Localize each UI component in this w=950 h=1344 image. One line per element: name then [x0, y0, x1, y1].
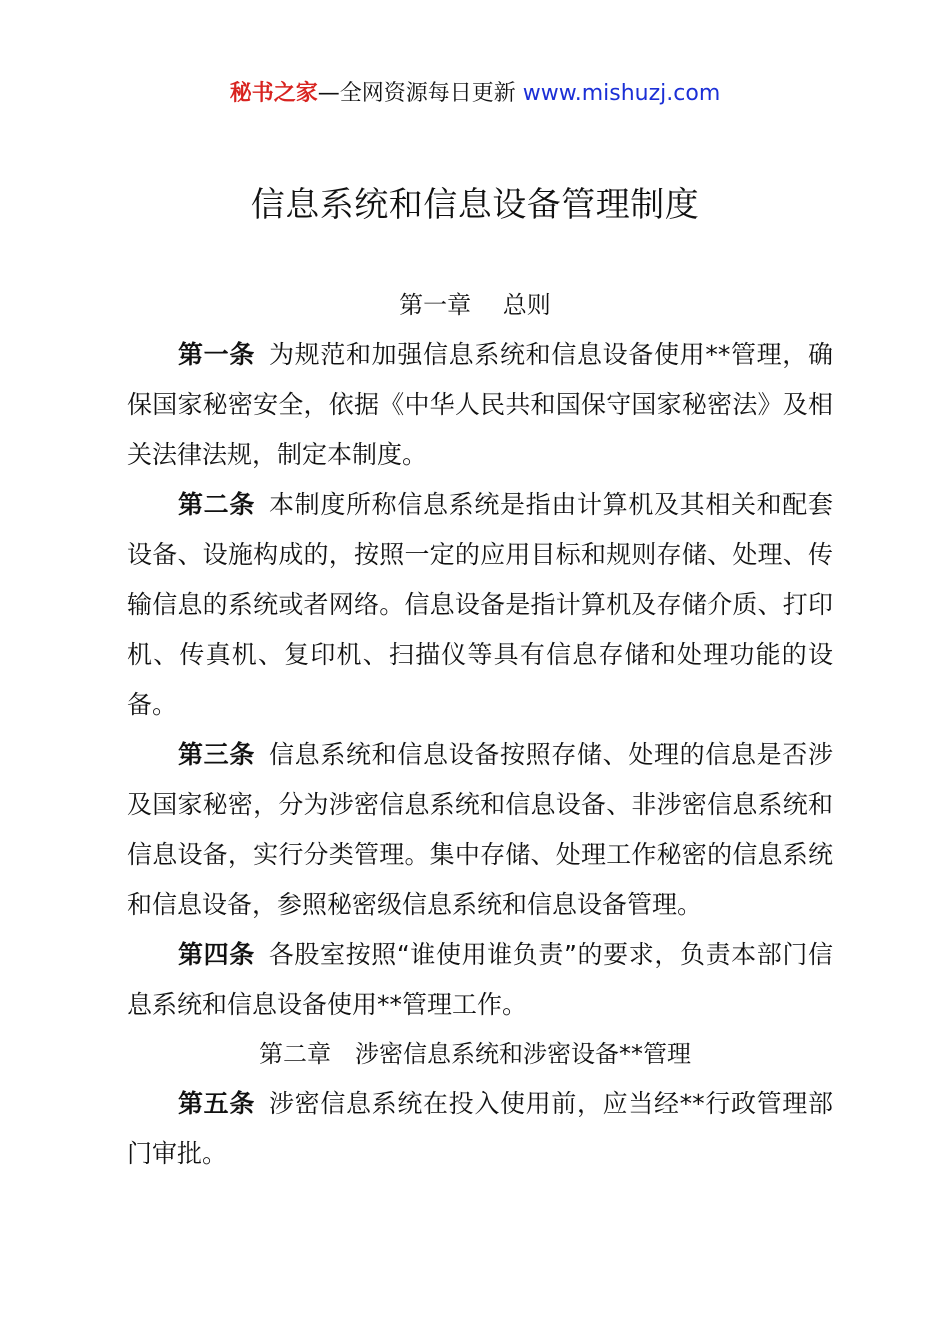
article-number: 第四条 [178, 940, 255, 969]
site-url-link[interactable]: www.mishuzj.com [522, 81, 721, 106]
article-paragraph [127, 1079, 833, 1179]
article-paragraph [127, 730, 833, 930]
article-number: 第五条 [178, 1089, 255, 1118]
article-paragraph [127, 330, 833, 480]
brand-name: 秘书之家 [229, 81, 318, 106]
article-text: 为规范和加强信息系统和信息设备使用**管理，确保国家秘密安全，依据《中华人民共和国保守国家秘密法》及相关法律法规，制定本制度。 [127, 340, 833, 469]
article-number: 第一条 [178, 340, 255, 369]
article-paragraph [127, 930, 833, 1030]
article-text: 本制度所称信息系统是指由计算机及其相关和配套设备、设施构成的，按照一定的应用目标和规则存储、处理、传输信息的系统或者网络。信息设备是指计算机及存储介质、打印机、传真机、复印机、扫描仪等具有信息存储和处理功能的设备。 [127, 490, 833, 719]
article-text: 各股室按照“谁使用谁负责”的要求，负责本部门信息系统和信息设备使用**管理工作。 [127, 940, 833, 1019]
article-paragraph [127, 480, 833, 730]
chapter-heading: 第一章 总则 [399, 291, 551, 319]
article-number: 第二条 [178, 490, 255, 519]
document-title: 信息系统和信息设备管理制度 [250, 185, 700, 225]
site-banner [0, 78, 950, 110]
banner-tagline: —全网资源每日更新 [317, 81, 516, 106]
article-number: 第三条 [178, 740, 255, 769]
chapter-heading: 第二章 涉密信息系统和涉密设备**管理 [259, 1040, 691, 1068]
article-text: 涉密信息系统在投入使用前，应当经**行政管理部门审批。 [127, 1089, 833, 1168]
article-text: 信息系统和信息设备按照存储、处理的信息是否涉及国家秘密，分为涉密信息系统和信息设备、非涉密信息系统和信息设备，实行分类管理。集中存储、处理工作秘密的信息系统和信息设备，参照秘密级信息系统和信息设备管理。 [127, 740, 833, 919]
